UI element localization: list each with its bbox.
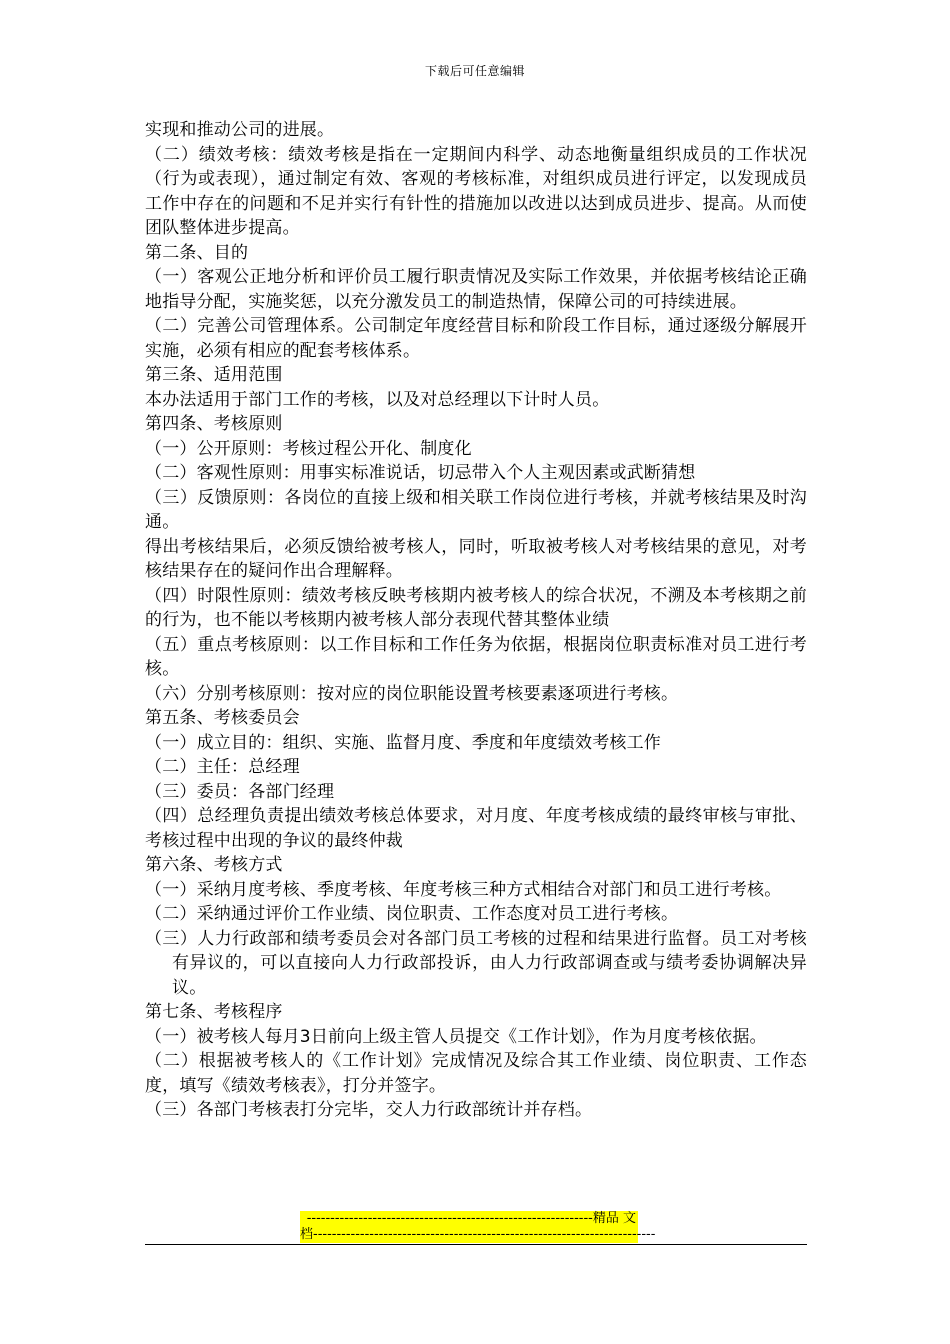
footer-line-2: 档------------------------------------------------------------------------- (300, 1227, 656, 1242)
paragraph: （一）客观公正地分析和评价员工履行职责情况及实际工作效果，并依据考核结论正确地指导分配，实施奖惩，以充分激发员工的制造热情，保障公司的可持续进展。 (145, 267, 807, 312)
paragraph: （二）客观性原则：用事实标准说话，切忌带入个人主观因素或武断猜想 (145, 463, 696, 483)
page-header: 下载后可任意编辑 (424, 64, 525, 78)
paragraph: （一）成立目的：组织、实施、监督月度、季度和年度绩效考核工作 (145, 732, 661, 753)
paragraph: （四）时限性原则：绩效考核反映考核期内被考核人的综合状况，不溯及本考核期之前的行为，也不能以考核期内被考核人部分表现代替其整体业绩 (145, 585, 807, 630)
paragraph: （二）主任：总经理 (145, 757, 300, 777)
paragraph: （二）绩效考核：绩效考核是指在一定期间内科学、动态地衡量组织成员的工作状况（行为或表现），通过制定有效、客观的考核标准，对组织成员进行评定，以发现成员工作中存在的问题和不足并实行有针性的措施加以改进以达到成员进步、提高。从而使团队整体进步提高。 (145, 144, 807, 238)
paragraph: （一）采纳月度考核、季度考核、年度考核三种方式相结合对部门和员工进行考核。 (145, 879, 782, 900)
document-body (145, 118, 807, 1123)
paragraph: （五）重点考核原则：以工作目标和工作任务为依据，根据岗位职责标准对员工进行考核。 (145, 634, 807, 679)
paragraph: 第二条、目的 (145, 242, 249, 263)
paragraph: 第四条、考核原则 (145, 414, 283, 434)
paragraph: （一）被考核人每月3日前向上级主管人员提交《工作计划》，作为月度考核依据。 (145, 1026, 767, 1047)
paragraph: （一）公开原则：考核过程公开化、制度化 (145, 438, 472, 459)
footer-watermark (300, 1211, 656, 1243)
paragraph: 得出考核结果后，必须反馈给被考核人，同时，听取被考核人对考核结果的意见，对考核结果存在的疑问作出合理解释。 (145, 536, 807, 581)
footer-line-1: -------------------------------------------------------------精品 文 (300, 1211, 638, 1227)
paragraph: （四）总经理负责提出绩效考核总体要求，对月度、年度考核成绩的最终审核与审批、考核过程中出现的争议的最终仲裁 (145, 806, 807, 851)
paragraph: （三）反馈原则：各岗位的直接上级和相关联工作岗位进行考核，并就考核结果及时沟通。 (145, 487, 807, 532)
paragraph: （三）各部门考核表打分完毕，交人力行政部统计并存档。 (145, 1100, 593, 1120)
paragraph: 第六条、考核方式 (145, 855, 283, 875)
paragraph: （二）采纳通过评价工作业绩、岗位职责、工作态度对员工进行考核。 (145, 904, 679, 924)
paragraph: 第五条、考核委员会 (145, 708, 300, 728)
paragraph: 第七条、考核程序 (145, 1002, 283, 1022)
paragraph: 实现和推动公司的进展。 (145, 120, 335, 140)
paragraph: （二）完善公司管理体系。公司制定年度经营目标和阶段工作目标，通过逐级分解展开实施，必须有相应的配套考核体系。 (145, 316, 807, 361)
paragraph: （三）人力行政部和绩考委员会对各部门员工考核的过程和结果进行监督。员工对考核有异议的，可以直接向人力行政部投诉，由人力行政部调查或与绩考委协调解决异议。 (145, 928, 807, 998)
paragraph: （二）根据被考核人的《工作计划》完成情况及综合其工作业绩、岗位职责、工作态度，填写《绩效考核表》，打分并签字。 (145, 1051, 807, 1096)
paragraph: 第三条、适用范围 (145, 365, 283, 385)
paragraph: （六）分别考核原则：按对应的岗位职能设置考核要素逐项进行考核。 (145, 683, 679, 704)
paragraph: 本办法适用于部门工作的考核，以及对总经理以下计时人员。 (145, 389, 610, 410)
paragraph: （三）委员：各部门经理 (145, 781, 335, 802)
footer-divider (145, 1244, 807, 1245)
